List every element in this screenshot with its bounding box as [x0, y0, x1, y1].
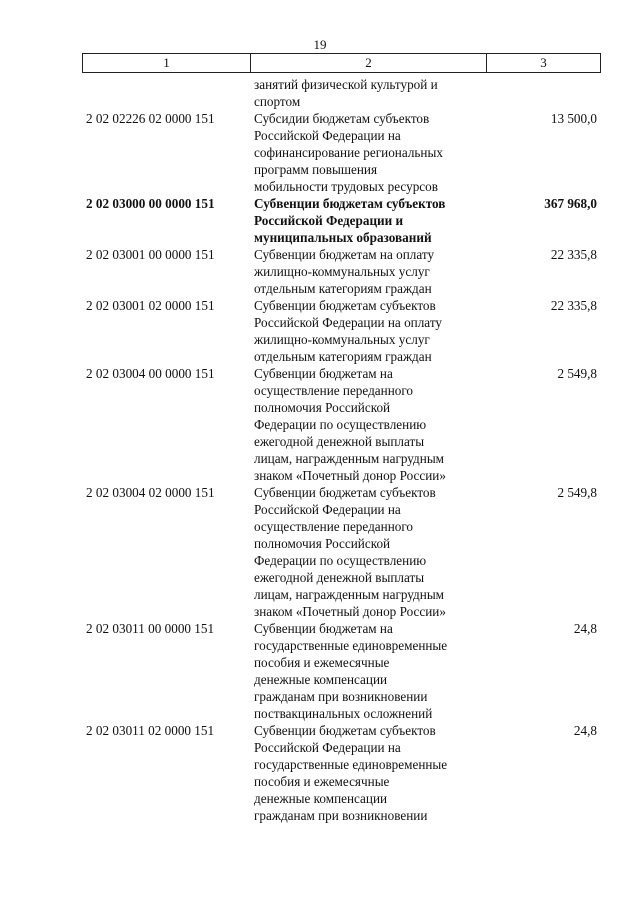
description-line: полномочия Российской [254, 536, 391, 551]
budget-code: 2 02 03004 00 0000 151 [86, 366, 215, 381]
amount-value: 367 968,0 [544, 196, 597, 211]
description-line: отдельным категориям граждан [254, 281, 432, 296]
budget-code: 2 02 03001 00 0000 151 [86, 247, 215, 262]
amount-value: 22 335,8 [550, 247, 597, 262]
description-line: гражданам при возникновении [254, 808, 428, 823]
table-row [82, 110, 601, 195]
description-line: лицам, награжденным нагрудным [254, 451, 445, 466]
amount-value: 2 549,8 [557, 485, 597, 500]
description-line: Российской Федерации на оплату [254, 315, 442, 330]
revenue-description [254, 722, 486, 824]
description-line: Российской Федерации на [254, 128, 401, 143]
description-line: Российской Федерации на [254, 502, 401, 517]
header-col-2: 2 [251, 54, 487, 72]
description-line: муниципальных образований [254, 230, 432, 245]
table-row [82, 620, 601, 722]
description-line: ежегодной денежной выплаты [254, 434, 425, 449]
description-line: Субвенции бюджетам субъектов [254, 485, 436, 500]
description-line: Субвенции бюджетам субъектов [254, 723, 436, 738]
description-line: занятий физической культурой и [254, 77, 438, 92]
description-line: денежные компенсации [254, 791, 388, 806]
budget-code: 2 02 03004 02 0000 151 [86, 485, 215, 500]
description-line: гражданам при возникновении [254, 689, 428, 704]
revenue-description [254, 620, 486, 722]
description-line: полномочия Российской [254, 400, 391, 415]
header-col-1: 1 [83, 54, 251, 72]
description-line: пособия и ежемесячные [254, 774, 390, 789]
description-line: государственные единовременные [254, 638, 448, 653]
amount-value: 13 500,0 [550, 111, 597, 126]
revenue-description [254, 110, 486, 195]
budget-code: 2 02 03011 00 0000 151 [86, 621, 215, 636]
table-row [82, 722, 601, 824]
description-line: мобильности трудовых ресурсов [254, 179, 438, 194]
description-line: Российской Федерации на [254, 740, 401, 755]
amount-value: 2 549,8 [557, 366, 597, 381]
description-line: отдельным категориям граждан [254, 349, 432, 364]
amount-value: 22 335,8 [550, 298, 597, 313]
description-line: программ повышения [254, 162, 378, 177]
budget-code [82, 76, 254, 110]
revenue-description [254, 195, 486, 246]
description-line: осуществление переданного [254, 519, 414, 534]
description-line: Субвенции бюджетам субъектов [254, 298, 436, 313]
description-line: знаком «Почетный донор России» [254, 468, 446, 483]
description-line: Субвенции бюджетам на [254, 621, 393, 636]
description-line: государственные единовременные [254, 757, 448, 772]
revenue-description [254, 484, 486, 620]
description-line: Субсидии бюджетам субъектов [254, 111, 430, 126]
table-row [82, 365, 601, 484]
description-line: спортом [254, 94, 301, 109]
description-line: поствакцинальных осложнений [254, 706, 433, 721]
description-line: знаком «Почетный донор России» [254, 604, 446, 619]
description-line: Федерации по осуществлению [254, 417, 427, 432]
table-header [82, 53, 601, 73]
budget-code: 2 02 03001 02 0000 151 [86, 298, 215, 313]
revenue-description [254, 76, 486, 110]
table-row [82, 246, 601, 297]
table-row [82, 484, 601, 620]
budget-code: 2 02 03000 00 0000 151 [86, 196, 215, 211]
table-row [82, 195, 601, 246]
revenue-description [254, 297, 486, 365]
description-line: осуществление переданного [254, 383, 414, 398]
page-number: 19 [313, 37, 327, 52]
revenue-description [254, 365, 486, 484]
description-line: софинансирование региональных [254, 145, 443, 160]
description-line: Российской Федерации и [254, 213, 404, 228]
description-line: лицам, награжденным нагрудным [254, 587, 445, 602]
amount-value: 24,8 [573, 723, 597, 738]
description-line: жилищно-коммунальных услуг [254, 264, 430, 279]
budget-table-body [82, 76, 601, 824]
description-line: денежные компенсации [254, 672, 388, 687]
budget-code: 2 02 03011 02 0000 151 [86, 723, 215, 738]
revenue-description [254, 246, 486, 297]
description-line: Субвенции бюджетам на [254, 366, 393, 381]
amount-value [486, 76, 601, 110]
description-line: пособия и ежемесячные [254, 655, 390, 670]
description-line: жилищно-коммунальных услуг [254, 332, 430, 347]
description-line: Субвенции бюджетам на оплату [254, 247, 435, 262]
table-row [82, 76, 601, 110]
table-row [82, 297, 601, 365]
header-col-3: 3 [540, 55, 547, 70]
description-line: ежегодной денежной выплаты [254, 570, 425, 585]
description-line: Федерации по осуществлению [254, 553, 427, 568]
description-line: Субвенции бюджетам субъектов [254, 196, 446, 211]
amount-value: 24,8 [573, 621, 597, 636]
budget-code: 2 02 02226 02 0000 151 [86, 111, 215, 126]
